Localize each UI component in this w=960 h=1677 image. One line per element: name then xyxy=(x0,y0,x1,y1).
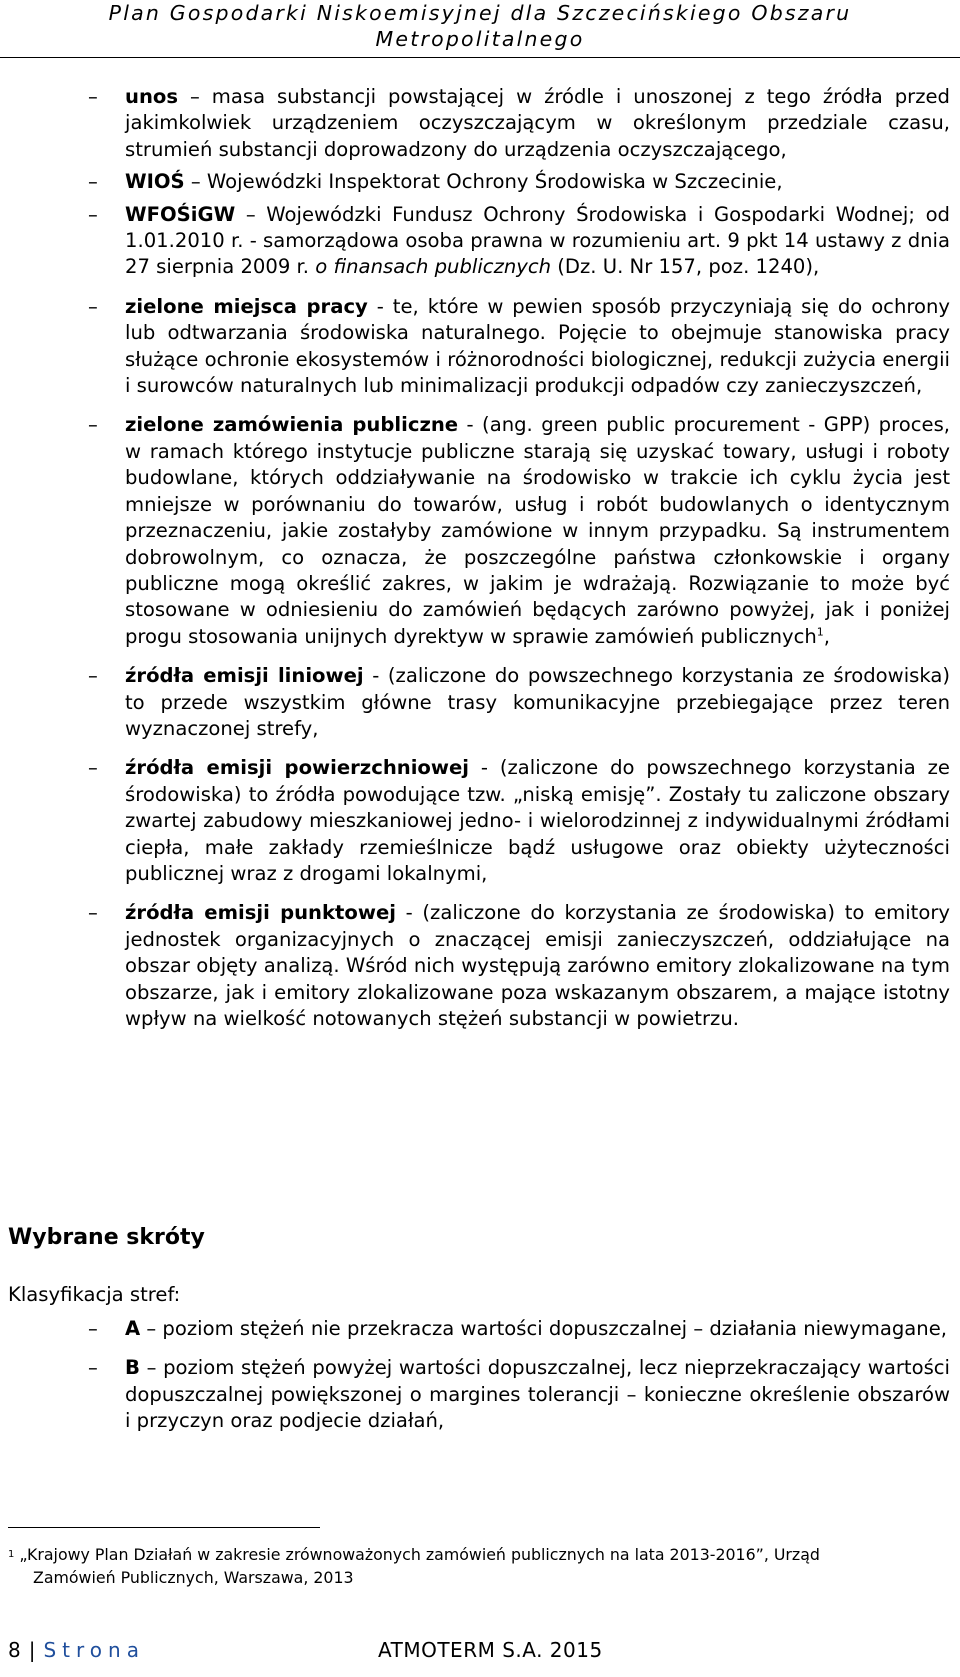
definition-text: - (zaliczone do powszechnego korzystania ze środowiska) to źródła powodujące tzw. „niską emisję”. Zostały tu zaliczone obszary zwartej zabudowy mieszkaniowej jedno- i wielorodzinnej z indywidualnymi źródłami ciepła, małe zakłady rzemieślnicze bądź usługowe oraz obiekty użyteczności publicznej wraz z drogami lokalnymi, xyxy=(125,756,950,885)
header-divider xyxy=(0,57,960,58)
definition-item-line-sources xyxy=(8,663,950,742)
list-dash: – xyxy=(88,85,98,108)
definition-text: - te, które w pewien sposób przyczyniają się do ochrony lub odtwarzania środowiska naturalnego. Pojęcie to obejmuje stanowiska pracy służące ochronie ekosystemów i różnorodności biologicznej, redukcji zużycia energii i surowców naturalnych lub minimalizacji produkcji odpadów czy zanieczyszczeń, xyxy=(125,294,951,398)
page-header xyxy=(0,0,960,56)
list-dash: – xyxy=(88,1317,98,1340)
definition-term: zielone zamówienia publiczne xyxy=(125,413,459,437)
section-heading: Wybrane skróty xyxy=(8,1225,205,1250)
definition-text: – Wojewódzki Inspektorat Ochrony Środowiska w Szczecinie, xyxy=(184,170,783,194)
act-title: o finansach publicznych xyxy=(315,255,552,279)
definition-text-tail: (Dz. U. Nr 157, poz. 1240), xyxy=(551,255,820,279)
footnote-divider xyxy=(8,1527,320,1528)
list-dash: – xyxy=(88,170,98,194)
definition-text: - (zaliczone do powszechnego korzystania ze środowiska) to przede wszystkim główne trasy komunikacyjne przebiegające przez teren wyznaczonej strefy, xyxy=(125,664,951,740)
definition-text: – Wojewódzki Fundusz Ochrony Środowiska i Gospodarki Wodnej; od 1.01.2010 r. - samorządowa osoba prawna w rozumieniu art. 9 pkt 14 ustawy z dnia 27 sierpnia 2009 r. xyxy=(125,202,950,279)
definition-term: źródła emisji powierzchniowej xyxy=(125,756,469,780)
zone-text: – poziom stężeń powyżej wartości dopuszczalnej, lecz nieprzekraczający wartości dopuszczalnej powiększonej o margines tolerancji – konieczne określenie obszarów i przyczyn oraz podjecie działań, xyxy=(125,1356,950,1433)
page-indicator xyxy=(8,1638,145,1662)
definition-item-unos xyxy=(8,84,950,163)
zone-classification-list xyxy=(8,1316,950,1448)
definition-item-wfosigw xyxy=(8,202,950,281)
footnote-mark: 1 xyxy=(8,1549,15,1560)
definition-item-green-jobs xyxy=(8,294,950,400)
definition-term: unos xyxy=(125,85,179,108)
definition-term: źródła emisji liniowej xyxy=(125,664,364,688)
list-dash: – xyxy=(88,413,98,437)
zone-item-b xyxy=(8,1355,950,1434)
footer-separator: | xyxy=(28,1638,36,1662)
list-dash: – xyxy=(88,294,98,318)
zone-item-a xyxy=(8,1316,950,1342)
list-dash: – xyxy=(88,664,98,688)
footnote xyxy=(8,1543,908,1589)
definition-text: - (zaliczone do korzystania ze środowiska) to emitory jednostek organizacyjnych o znaczącej emisji zanieczyszczeń, oddziałujące na obszar objęty analizą. Wśród nich występują zarówno emitory zlokalizowane na tym obszarze, jak i emitory zlokalizowane poza wskazanym obszarem, a mające istotny wpływ na wielkość notowanych stężeń substancji w powietrzu. xyxy=(125,901,950,1030)
footnote-text-line2: Zamówień Publicznych, Warszawa, 2013 xyxy=(33,1568,354,1587)
page-number: 8 xyxy=(8,1638,21,1662)
definition-text: – masa substancji powstającej w źródle i unoszonej z tego źródła przed jakimkolwiek urządzeniem oczyszczającym w określonym przedziale czasu, strumień substancji doprowadzony do urządzenia oczyszczającego, xyxy=(125,85,950,161)
definitions-list xyxy=(8,84,950,1045)
list-dash: – xyxy=(88,756,98,780)
header-title-line2: Metropolitalnego xyxy=(375,27,585,51)
list-dash: – xyxy=(88,1356,98,1380)
definition-term: źródła emisji punktowej xyxy=(125,901,396,925)
page-label: Strona xyxy=(43,1638,145,1662)
definition-item-point-sources xyxy=(8,900,950,1032)
definition-text-tail: , xyxy=(823,624,831,648)
footnote-reference[interactable]: 1 xyxy=(816,625,824,639)
definition-text: - (ang. green public procurement - GPP) proces, w ramach którego instytucje publiczne starają się uzyskać towary, usługi i roboty budowlane, których oddziaływanie na środowisko w trakcie ich cyklu życia jest mniejsze w porównaniu do towarów, usług i robót budowlanych o identycznym przeznaczeniu, jakie zostałyby zamówione w innym przypadku. Są instrumentem dobrowolnym, co oznacza, że poszczególne państwa członkowskie i organy publiczne mogą określić zakres, w jakim je wdrażają. Rozwiązanie to może być stosowane w odniesieniu do zamówień będących zarówno powyżej, jak i poniżej progu stosowania unijnych dyrektyw w sprawie zamówień publicznych xyxy=(125,413,951,648)
definition-item-area-sources xyxy=(8,755,950,887)
list-dash: – xyxy=(88,901,98,925)
list-dash: – xyxy=(88,202,98,226)
section-subheading: Klasyfikacja stref: xyxy=(8,1283,181,1306)
definition-term: WIOŚ xyxy=(125,170,185,194)
definition-term: zielone miejsca pracy xyxy=(125,294,368,318)
definition-term: WFOŚiGW xyxy=(125,202,236,226)
zone-term: A xyxy=(125,1317,141,1340)
header-title-line1: Plan Gospodarki Niskoemisyjnej dla Szczecińskiego Obszaru xyxy=(108,1,852,25)
definition-item-gpp xyxy=(8,412,950,650)
definition-item-wios xyxy=(8,169,950,195)
zone-text: – poziom stężeń nie przekracza wartości dopuszczalnej – działania niewymagane, xyxy=(140,1317,947,1340)
zone-term: B xyxy=(125,1356,140,1380)
page-footer xyxy=(0,1638,960,1670)
footnote-text-line1: „Krajowy Plan Działań w zakresie zrównoważonych zamówień publicznych na lata 2013-2016”, Urząd xyxy=(14,1545,820,1564)
company-credit: ATMOTERM S.A. 2015 xyxy=(378,1638,603,1662)
